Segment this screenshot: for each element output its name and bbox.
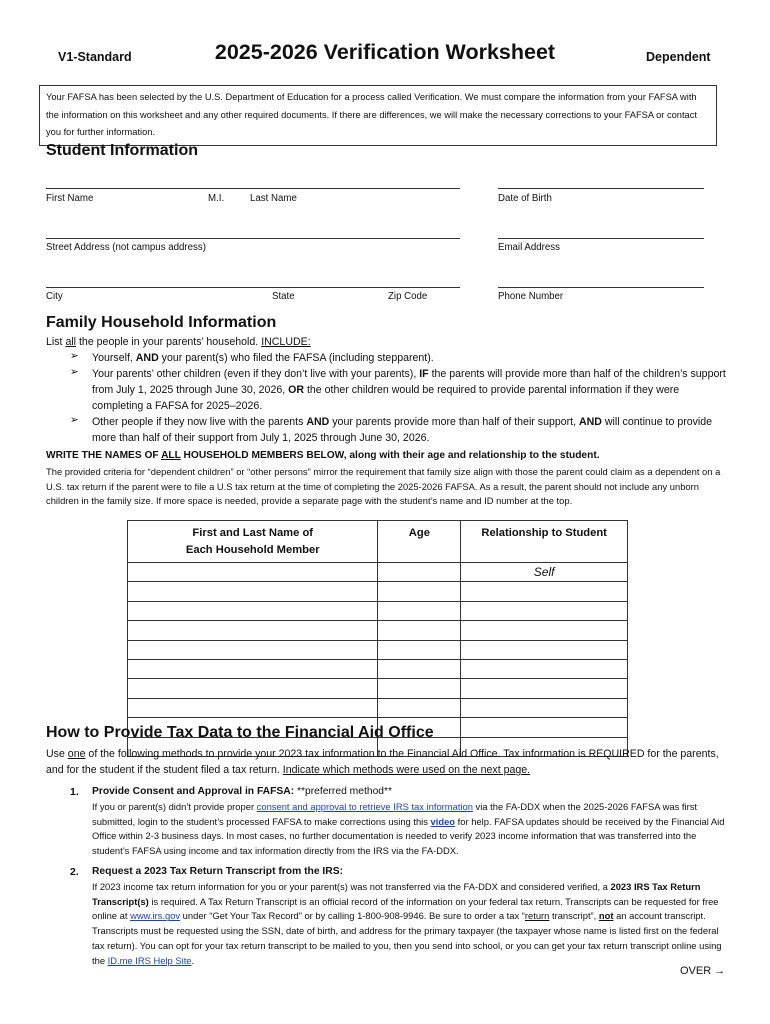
member-name-cell[interactable]	[128, 640, 378, 659]
table-row	[128, 582, 628, 601]
member-relationship-cell: Self	[461, 563, 628, 582]
write-names-instruction: WRITE THE NAMES OF ALL HOUSEHOLD MEMBERS BELOW, along with their age and relationship to the student.	[46, 450, 600, 461]
arrow-bullet-icon: ➢	[70, 350, 79, 362]
member-relationship-cell[interactable]	[461, 659, 628, 678]
member-age-cell[interactable]	[378, 601, 461, 620]
intro-notice: Your FAFSA has been selected by the U.S. Department of Education for a process called Verification. We must compare the information from your FAFSA with the information on this worksheet and any other required documents. If there are differences, we will make the necessary corrections to your FAFSA or contact you for further information.	[39, 85, 717, 146]
irs-website-link[interactable]: www.irs.gov	[130, 910, 181, 922]
dob-label: Date of Birth	[498, 193, 552, 204]
member-name-cell[interactable]	[128, 563, 378, 582]
dob-line[interactable]	[498, 188, 704, 189]
criteria-note: The provided criteria for “dependent children” or “other persons” mirror the requirement that family size align with those the parent could claim as a dependent on a U.S. tax return if the parent were to file a U.S tax return at the time of completing the 2025-2026 FAFSA. As a result, the parent should not include any unborn children in the family size. If more space is needed, provide a separate page with the student’s name and ID number at the top.	[46, 466, 721, 507]
member-relationship-cell[interactable]	[461, 679, 628, 698]
include-item-other-people: Other people if they now live with the parents AND your parents provide more than half of their support, AND will continue to provide more than half of their support from July 1, 2025 through June 30, 2026.	[92, 416, 713, 444]
age-column-header: Age	[378, 521, 461, 563]
over-indicator: OVER →	[680, 965, 726, 977]
arrow-bullet-icon: ➢	[70, 414, 79, 426]
table-row	[128, 601, 628, 620]
household-members-table	[127, 520, 628, 757]
member-relationship-cell[interactable]	[461, 601, 628, 620]
relationship-column-header: Relationship to Student	[461, 521, 628, 563]
member-relationship-cell[interactable]	[461, 718, 628, 737]
table-row	[128, 659, 628, 678]
mi-label: M.I.	[208, 193, 225, 204]
table-header-row	[128, 521, 628, 563]
member-relationship-cell[interactable]	[461, 582, 628, 601]
family-info-heading: Family Household Information	[46, 314, 277, 331]
member-name-cell[interactable]	[128, 601, 378, 620]
method-1-title: Provide Consent and Approval in FAFSA: **preferred method**	[92, 786, 393, 797]
table-row	[128, 698, 628, 717]
member-name-cell[interactable]	[128, 582, 378, 601]
member-name-cell[interactable]	[128, 659, 378, 678]
item-number: 2.	[70, 866, 79, 878]
include-item-other-children: Your parents’ other children (even if they don’t live with your parents), IF the parents will provide more than half of the children’s support from July 1, 2025 through June 30, 2026, OR the other children would be required to provide parental information if they were completing a FAFSA for 2025–2026.	[92, 368, 726, 412]
include-item-self: Yourself, AND your parent(s) who filed the FAFSA (including stepparent).	[92, 352, 434, 364]
member-age-cell[interactable]	[378, 563, 461, 582]
member-age-cell[interactable]	[378, 679, 461, 698]
member-name-cell[interactable]	[128, 679, 378, 698]
member-age-cell[interactable]	[378, 659, 461, 678]
video-link[interactable]: video	[430, 815, 456, 827]
member-age-cell[interactable]	[378, 621, 461, 640]
member-age-cell[interactable]	[378, 698, 461, 717]
item-number: 1.	[70, 786, 79, 798]
first-name-label: First Name	[46, 193, 94, 204]
member-age-cell[interactable]	[378, 582, 461, 601]
table-row	[128, 621, 628, 640]
table-row	[128, 640, 628, 659]
street-line[interactable]	[46, 238, 460, 239]
page-title: 2025-2026 Verification Worksheet	[214, 40, 556, 64]
student-info-heading: Student Information	[46, 142, 198, 159]
dependency-label: Dependent	[646, 50, 711, 64]
table-row	[128, 679, 628, 698]
last-name-label: Last Name	[250, 193, 297, 204]
method-1-text: If you or parent(s) didn’t provide proper consent and approval to retrieve IRS tax information via the FA-DDX when the 2025-2026 FAFSA was first submitted, login to the student’s processed FAFSA to make corrections using this video for help. FAFSA updates should be received by the Financial Aid Office within 2-3 business days. In most cases, no further documentation is needed to verify 2023 income information that was transferred into the student’s FAFSA using income and tax information directly from the IRS via the FA-DDX.	[92, 801, 725, 857]
tax-data-heading: How to Provide Tax Data to the Financial Aid Office	[46, 724, 434, 741]
name-column-header: First and Last Name of Each Household Member	[128, 521, 378, 563]
member-name-cell[interactable]	[128, 621, 378, 640]
consent-approval-link[interactable]: consent and approval to retrieve IRS tax information	[256, 801, 473, 812]
state-label: State	[272, 291, 295, 302]
city-state-zip-line[interactable]	[46, 287, 460, 288]
table-row	[128, 563, 628, 582]
member-name-cell[interactable]	[128, 698, 378, 717]
zip-label: Zip Code	[388, 291, 428, 302]
right-arrow-icon: →	[714, 965, 726, 977]
member-relationship-cell[interactable]	[461, 621, 628, 640]
city-label: City	[46, 291, 63, 302]
method-2-text: If 2023 income tax return information for you or your parent(s) was not transferred via the FA-DDX and considered verified, a 2023 IRS Tax Return Transcript(s) is required. A Tax Return Transcript is an official record of the information on your federal tax return. Transcripts can be requested for free online at www.irs.gov under “Get Your Tax Record” or by calling 1-800-908-9946. Be sure to order a tax “return transcript”, not an account transcript. Transcripts must be requested using the SSN, date of birth, and address for the primary taxpayer (the taxpayer whose name is listed first on the federal tax return). You can opt for your tax return transcript to be mailed to you, then you send into school, or you can get your tax return transcript online using the ID.me IRS Help Site.	[92, 881, 722, 966]
street-label: Street Address (not campus address)	[46, 242, 206, 253]
email-label: Email Address	[498, 242, 560, 253]
list-intro: List all the people in your parents’ household. INCLUDE:	[46, 336, 311, 348]
form-version-label: V1-Standard	[58, 50, 132, 64]
member-relationship-cell[interactable]	[461, 640, 628, 659]
member-relationship-cell[interactable]	[461, 698, 628, 717]
name-line[interactable]	[46, 188, 460, 189]
arrow-bullet-icon: ➢	[70, 366, 79, 378]
phone-label: Phone Number	[498, 291, 564, 302]
phone-line[interactable]	[498, 287, 704, 288]
tax-intro: Use one of the following methods to provide your 2023 tax information to the Financial Aid Office. Tax information is REQUIRED for the parents, and for the student if the student filed a tax return. Indicate which methods were used on the next page.	[46, 748, 719, 776]
idme-help-link[interactable]: ID.me IRS Help Site	[107, 954, 192, 966]
email-line[interactable]	[498, 238, 704, 239]
method-2-title: Request a 2023 Tax Return Transcript from the IRS:	[92, 866, 344, 877]
member-age-cell[interactable]	[378, 640, 461, 659]
